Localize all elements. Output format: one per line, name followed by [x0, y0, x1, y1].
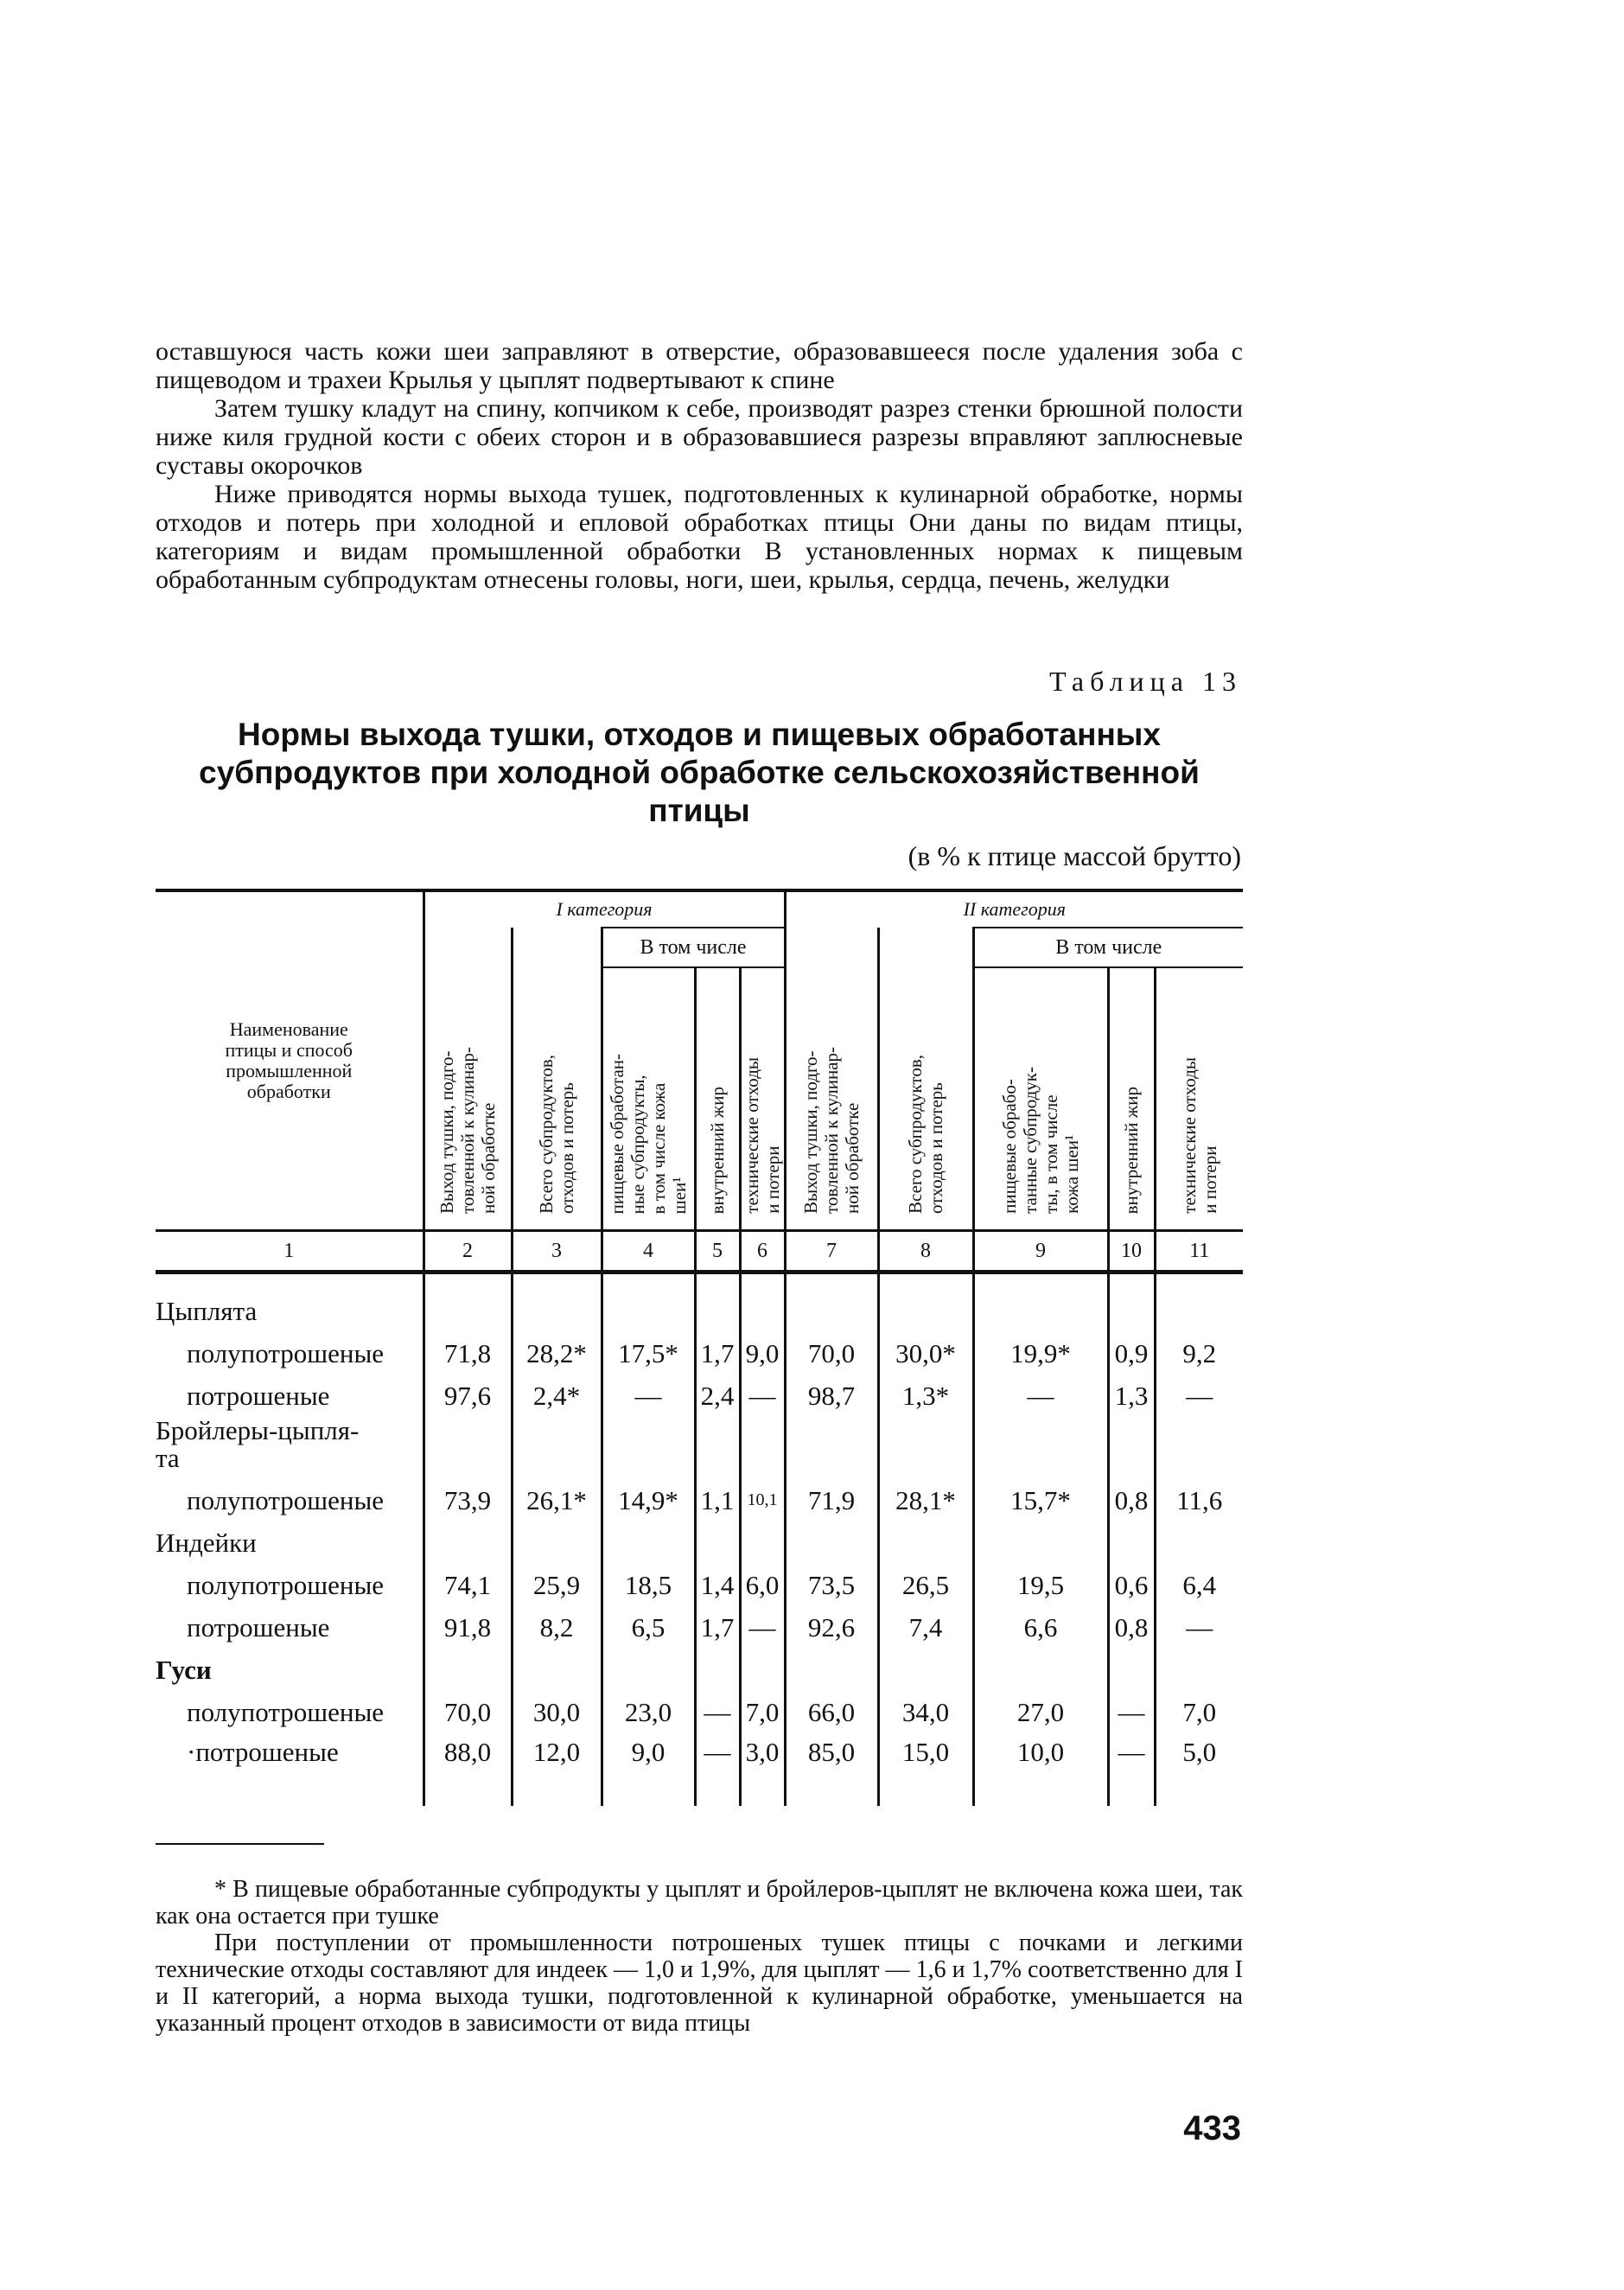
row-name: потрошеные	[187, 1611, 330, 1643]
table-group-row	[156, 1521, 1243, 1564]
table-cell	[785, 1649, 878, 1691]
table-cell	[1155, 1417, 1243, 1479]
category-2-header: II категория	[785, 890, 1243, 928]
table-cell: 9,2	[1155, 1332, 1243, 1375]
table-label: Таблица 13	[1049, 666, 1242, 697]
col-yield-1: Выход тушки, подго- товленной к кулинар- ной обработке	[424, 928, 512, 1231]
table-cell: —	[602, 1375, 695, 1417]
table-row	[156, 1606, 1243, 1649]
table-unit: (в % к птице массой брутто)	[908, 840, 1241, 871]
including-1-header: В том числе	[602, 928, 785, 967]
col-tech-waste-1: технические отходы и потери	[740, 967, 785, 1231]
table-cell: 6,0	[740, 1564, 785, 1606]
table-cell: —	[1155, 1375, 1243, 1417]
table-cell: 73,9	[424, 1479, 512, 1521]
table-cell	[512, 1649, 602, 1691]
col-number: 9	[973, 1231, 1108, 1273]
table-cell	[602, 1417, 695, 1479]
table-cell	[1108, 1649, 1155, 1691]
intro-paragraph: оставшуюся часть кожи шеи заправляют в отверстие, образовавшееся после удаления зоба с пищеводом и трахеи Крылья у цыплят подвертывают к спине	[156, 337, 1243, 394]
table-cell: 26,1*	[512, 1479, 602, 1521]
table-cell: 6,5	[602, 1606, 695, 1649]
row-name: Гуси	[156, 1654, 212, 1685]
table-cell	[785, 1521, 878, 1564]
table-cell: 74,1	[424, 1564, 512, 1606]
norms-table	[156, 889, 1243, 1806]
table-cell	[973, 1649, 1108, 1691]
footnote: При поступлении от промышленности потрошеных тушек птицы с почками и легкими технические отходы составляют для индеек — 1,0 и 1,9%, для цыплят — 1,6 и 1,7% соответственно для I и II категорий, а норма выхода тушки, подготовленной к кулинарной обработке, уменьшается на указанный процент отходов в зависимости от вида птицы	[156, 1930, 1243, 2037]
table-cell: 8,2	[512, 1606, 602, 1649]
table-cell	[878, 1649, 973, 1691]
intro-text	[156, 337, 1243, 594]
table-cell: —	[695, 1733, 740, 1806]
table-cell: 91,8	[424, 1606, 512, 1649]
table-cell: —	[740, 1375, 785, 1417]
table-cell	[1108, 1273, 1155, 1333]
table-cell: 30,0*	[878, 1332, 973, 1375]
table-cell	[695, 1649, 740, 1691]
table-cell	[602, 1273, 695, 1333]
table-cell: 1,4	[695, 1564, 740, 1606]
table-cell: 23,0	[602, 1691, 695, 1733]
col-tech-waste-2: технические отходы и потери	[1155, 967, 1243, 1231]
row-name: ·потрошеные	[187, 1737, 339, 1767]
table-cell: 1,7	[695, 1606, 740, 1649]
table-cell: 1,1	[695, 1479, 740, 1521]
table-cell	[878, 1417, 973, 1479]
table-cell	[1108, 1417, 1155, 1479]
including-2-header: В том числе	[973, 928, 1243, 967]
table-cell: 3,0	[740, 1733, 785, 1806]
table-title: Нормы выхода тушки, отходов и пищевых обработанных субпродуктов при холодной обработке сельскохозяйственной птицы	[199, 717, 1200, 828]
table-row	[156, 1733, 1243, 1806]
table-cell: 6,6	[973, 1606, 1108, 1649]
name-column-header: Наименование птицы и способ промышленной обработки	[156, 890, 424, 1231]
table-cell: 9,0	[740, 1332, 785, 1375]
table-cell: 0,8	[1108, 1479, 1155, 1521]
table-cell: 0,6	[1108, 1564, 1155, 1606]
table-cell: 19,9*	[973, 1332, 1108, 1375]
row-name: полупотрошеные	[187, 1696, 385, 1727]
table-cell	[1108, 1521, 1155, 1564]
col-number: 10	[1108, 1231, 1155, 1273]
table-group-row	[156, 1273, 1243, 1333]
table-cell: 10,1	[740, 1479, 785, 1521]
col-number: 4	[602, 1231, 695, 1273]
table-cell: 0,9	[1108, 1332, 1155, 1375]
table-cell	[740, 1273, 785, 1333]
row-name: полупотрошеные	[187, 1337, 385, 1368]
footnote-divider	[156, 1843, 324, 1845]
table-cell: 15,7*	[973, 1479, 1108, 1521]
table-cell: —	[1108, 1691, 1155, 1733]
table-row	[156, 1479, 1243, 1521]
table-cell: 11,6	[1155, 1479, 1243, 1521]
table-cell	[785, 1417, 878, 1479]
table-cell	[878, 1521, 973, 1564]
table-cell: 5,0	[1155, 1733, 1243, 1806]
table-cell: 34,0	[878, 1691, 973, 1733]
col-internal-fat-1: внутренний жир	[695, 967, 740, 1231]
row-name: полупотрошеные	[187, 1484, 385, 1515]
table-cell	[740, 1521, 785, 1564]
table-group-row	[156, 1649, 1243, 1691]
table-cell	[878, 1273, 973, 1333]
table-cell: 85,0	[785, 1733, 878, 1806]
intro-paragraph: Затем тушку кладут на спину, копчиком к себе, производят разрез стенки брюшной полости ниже киля грудной кости с обеих сторон и в образовавшиеся разрезы вправляют заплюсневые суставы окорочков	[156, 394, 1243, 480]
intro-paragraph: Ниже приводятся нормы выхода тушек, подготовленных к кулинарной обработке, нормы отходов и потерь при холодной и епловой обработках птицы Они даны по видам птицы, категориям и видам промышленной обработки В установленных нормах к пищевым обработанным субпродуктам отнесены головы, ноги, шеи, крылья, сердца, печень, желудки	[156, 480, 1243, 594]
table-cell: 97,6	[424, 1375, 512, 1417]
col-total-1: Всего субпродуктов, отходов и потерь	[512, 928, 602, 1231]
table-cell: 17,5*	[602, 1332, 695, 1375]
category-1-header: I категория	[424, 890, 785, 928]
table-cell: 2,4*	[512, 1375, 602, 1417]
row-name: потрошеные	[187, 1380, 330, 1411]
col-food-byproducts-2: пищевые обрабо- танные субпродук- ты, в том числе кожа шеи¹	[973, 967, 1108, 1231]
table-cell: 1,3	[1108, 1375, 1155, 1417]
table-cell: 27,0	[973, 1691, 1108, 1733]
col-total-2: Всего субпродуктов, отходов и потерь	[878, 928, 973, 1231]
col-number: 7	[785, 1231, 878, 1273]
table-group-row	[156, 1417, 1243, 1479]
table-cell: 30,0	[512, 1691, 602, 1733]
table-row	[156, 1332, 1243, 1375]
table-cell	[740, 1649, 785, 1691]
table-row	[156, 1564, 1243, 1606]
table-cell: 0,8	[1108, 1606, 1155, 1649]
table-cell	[740, 1417, 785, 1479]
col-number: 2	[424, 1231, 512, 1273]
col-number: 11	[1155, 1231, 1243, 1273]
table-cell	[424, 1649, 512, 1691]
col-number: 1	[156, 1231, 424, 1273]
table-cell	[785, 1273, 878, 1333]
table-cell: 15,0	[878, 1733, 973, 1806]
table-cell: 71,8	[424, 1332, 512, 1375]
table-cell: 2,4	[695, 1375, 740, 1417]
table-cell	[973, 1417, 1108, 1479]
table-cell: 70,0	[424, 1691, 512, 1733]
table-cell: 18,5	[602, 1564, 695, 1606]
table-cell: 9,0	[602, 1733, 695, 1806]
table-cell: 73,5	[785, 1564, 878, 1606]
table-cell: 7,0	[1155, 1691, 1243, 1733]
table-cell: —	[695, 1691, 740, 1733]
table-cell	[424, 1521, 512, 1564]
table-cell	[1155, 1521, 1243, 1564]
table-cell	[695, 1273, 740, 1333]
table-cell	[512, 1521, 602, 1564]
table-cell: 10,0	[973, 1733, 1108, 1806]
table-cell	[512, 1273, 602, 1333]
table-cell: 28,1*	[878, 1479, 973, 1521]
table-cell	[424, 1417, 512, 1479]
table-cell: 25,9	[512, 1564, 602, 1606]
col-food-byproducts-1: пищевые обработан- ные субпродукты, в том числе кожа шеи¹	[602, 967, 695, 1231]
table-cell	[695, 1521, 740, 1564]
row-name: Бройлеры-цыпля- та	[156, 1415, 360, 1473]
page-number: 433	[1183, 2109, 1241, 2147]
table-cell: 14,9*	[602, 1479, 695, 1521]
table-cell	[973, 1273, 1108, 1333]
table-cell	[424, 1273, 512, 1333]
table-cell: 6,4	[1155, 1564, 1243, 1606]
table-row	[156, 1691, 1243, 1733]
table-cell: 7,0	[740, 1691, 785, 1733]
table-cell: 1,3*	[878, 1375, 973, 1417]
table-cell: 98,7	[785, 1375, 878, 1417]
row-name: полупотрошеные	[187, 1569, 385, 1600]
table-cell: 19,5	[973, 1564, 1108, 1606]
table-cell: 28,2*	[512, 1332, 602, 1375]
table-cell	[1155, 1273, 1243, 1333]
table-cell	[973, 1521, 1108, 1564]
table-cell: 1,7	[695, 1332, 740, 1375]
footnotes	[156, 1876, 1243, 2037]
table-cell: 26,5	[878, 1564, 973, 1606]
table-cell: —	[1108, 1733, 1155, 1806]
table-row	[156, 1375, 1243, 1417]
col-number: 5	[695, 1231, 740, 1273]
table-cell: 88,0	[424, 1733, 512, 1806]
table-cell: —	[1155, 1606, 1243, 1649]
col-yield-2: Выход тушки, подго- товленной к кулинар- ной обработке	[785, 928, 878, 1231]
table-cell	[1155, 1649, 1243, 1691]
col-number: 3	[512, 1231, 602, 1273]
col-number: 6	[740, 1231, 785, 1273]
table-body	[156, 1273, 1243, 1807]
row-name: Цыплята	[156, 1295, 258, 1326]
col-number: 8	[878, 1231, 973, 1273]
table-cell: 66,0	[785, 1691, 878, 1733]
table-cell: 7,4	[878, 1606, 973, 1649]
table-cell: —	[740, 1606, 785, 1649]
table-cell	[512, 1417, 602, 1479]
table-cell	[695, 1417, 740, 1479]
table-cell: 70,0	[785, 1332, 878, 1375]
table-cell: 71,9	[785, 1479, 878, 1521]
table-cell: 12,0	[512, 1733, 602, 1806]
table-cell	[602, 1649, 695, 1691]
table-cell: 92,6	[785, 1606, 878, 1649]
table-cell: —	[973, 1375, 1108, 1417]
row-name: Индейки	[156, 1527, 257, 1558]
col-internal-fat-2: внутренний жир	[1108, 967, 1155, 1231]
table-cell	[602, 1521, 695, 1564]
footnote: * В пищевые обработанные субпродукты у цыплят и бройлеров-цыплят не включена кожа шеи, так как она остается при тушке	[156, 1876, 1243, 1930]
